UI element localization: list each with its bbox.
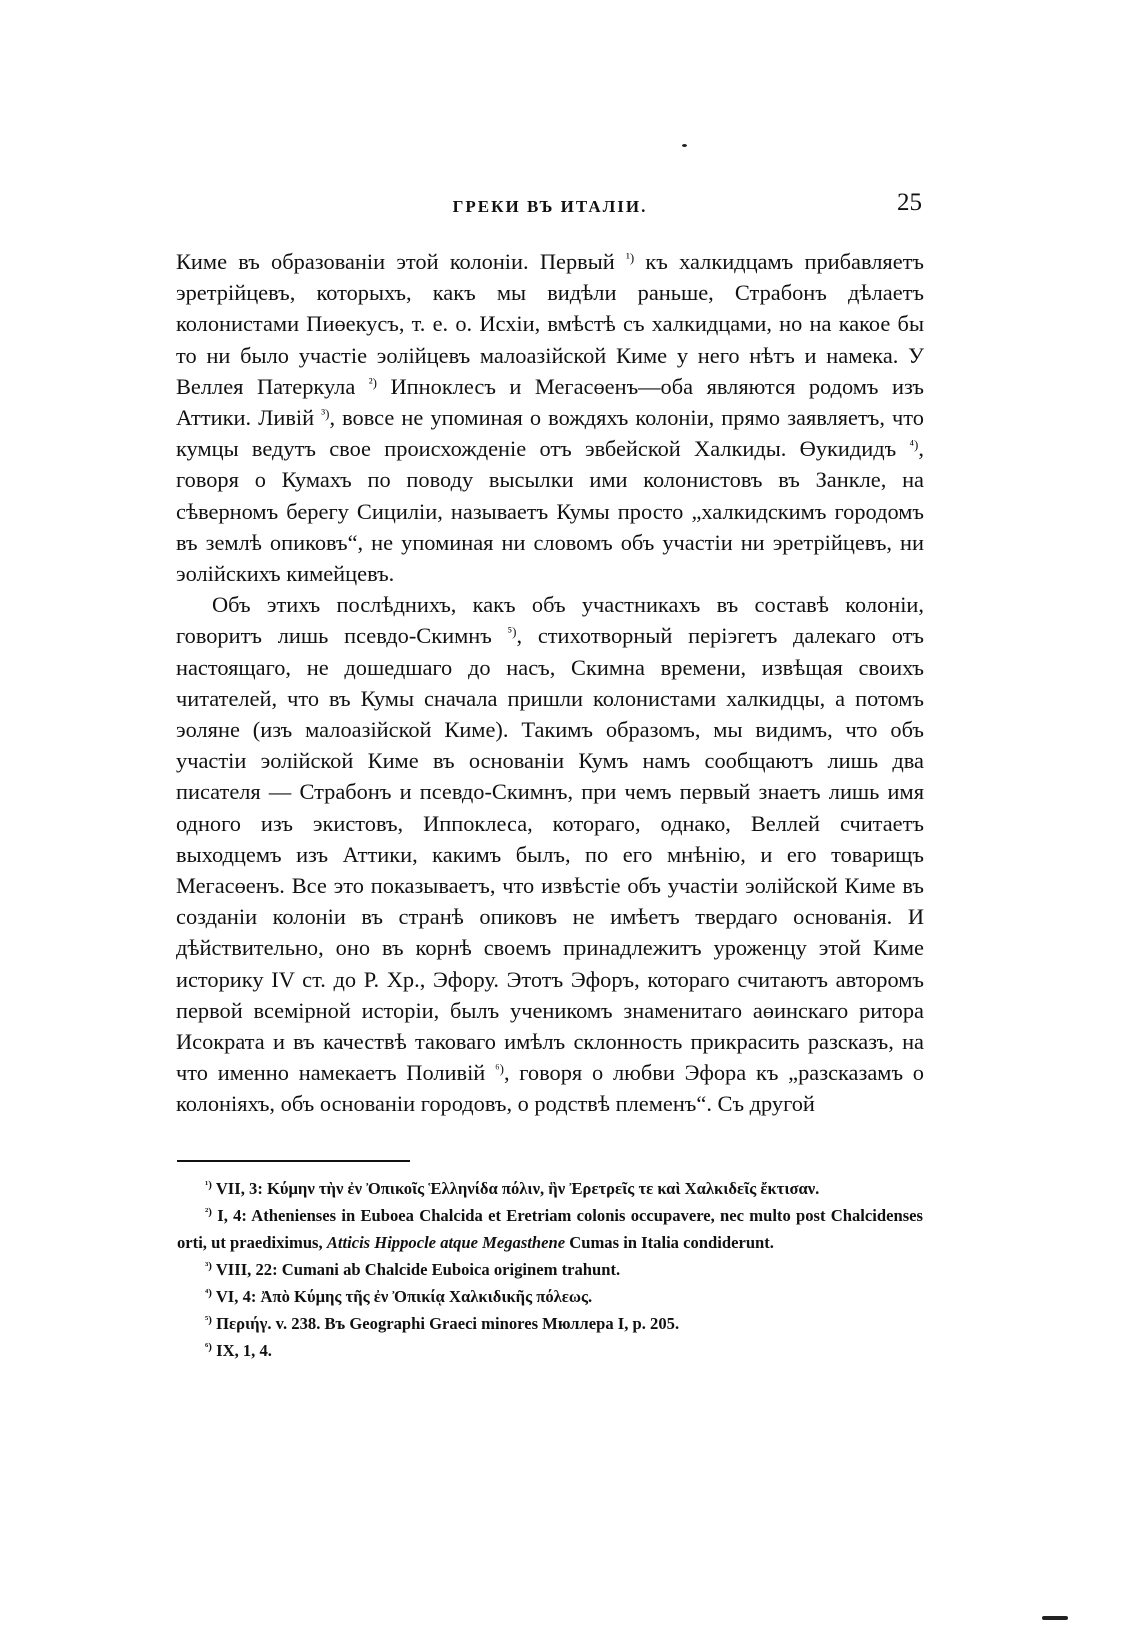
text-run: , говоря о любви Эфора къ „разсказамъ о колоніяхъ, объ основаніи городовъ, о родствѣ племенъ“. Съ другой	[176, 1060, 924, 1117]
footnote-reference: ¹)	[625, 250, 635, 265]
text-run: I, 4: Athenienses in Euboea Chalcida et Eretriam colonis occupavere, nec multo post Chalcidenses orti, ut praediximus,	[177, 1206, 923, 1252]
footnote-number: ⁵)	[205, 1314, 212, 1326]
text-run: Περιήγ. v. 238. Въ Geographi Graeci minores Мюллера I, p. 205.	[216, 1314, 680, 1333]
footnote-reference: ²)	[368, 374, 378, 390]
scan-speck	[1042, 1616, 1068, 1620]
footnote-number: ²)	[205, 1206, 212, 1218]
text-run: Ипноклесъ и Мегасөенъ—оба являются родомъ изъ Аттики. Ливій	[176, 373, 925, 431]
footnote-reference: ⁵)	[507, 624, 517, 640]
paragraph	[176, 246, 924, 589]
footnote-reference: ³)	[321, 406, 330, 422]
text-run: Cumas in Italia condiderunt.	[565, 1233, 774, 1252]
footnote-number: ³)	[205, 1260, 212, 1272]
text-run: VIII, 22: Cumani ab Chalcide Euboica originem trahunt.	[215, 1260, 621, 1279]
running-title: ГРЕКИ ВЪ ИТАЛІИ.	[452, 197, 648, 216]
text-run: Киме въ образованіи этой колоніи. Первый	[176, 249, 626, 274]
text-run: , вовсе не упоминая о вождяхъ колоніи, прямо заявляетъ, что кумцы ведутъ свое происхожденіе отъ эвбейской Халкиды. Өукидидъ	[176, 405, 924, 462]
footnote-number: ¹)	[205, 1179, 212, 1191]
text-run: IX, 1, 4.	[216, 1341, 272, 1360]
page-header	[178, 189, 922, 225]
text-run: Объ этихъ послѣднихъ, какъ объ участникахъ въ составѣ колоніи, говоритъ лишь псевдо-Скимнъ	[176, 592, 924, 649]
main-text	[176, 246, 924, 1120]
footnote-number: ⁶)	[205, 1341, 212, 1353]
italic-text: Atticis Hippocle atque Megasthene	[326, 1233, 566, 1252]
text-run: VII, 3: Κύμην τὴν ἐν Ὀπικοῖς Ἑλληνίδα πόλιν, ἣν Ἐρετρεῖς τε καὶ Χαλκιδεῖς ἔκτισαν.	[215, 1179, 820, 1198]
paragraph	[176, 589, 924, 1119]
footnote	[177, 1175, 923, 1202]
page-number: 25	[897, 189, 922, 216]
footnote-number: ⁴)	[205, 1287, 212, 1299]
footnote	[177, 1202, 923, 1256]
footnote	[177, 1256, 923, 1283]
footnote	[177, 1337, 923, 1364]
footnote-reference: ⁶)	[495, 1061, 504, 1077]
text-run: , говоря о Кумахъ по поводу высылки ими колонистовъ въ Занкле, на сѣверномъ берегу Сициліи, называетъ Кумы просто „халкидскимъ городомъ въ землѣ опиковъ“, не упоминая ни словомъ объ участіи ни эретрійцевъ, ни эолійскихъ кимейцевъ.	[176, 436, 924, 587]
footnote	[177, 1310, 923, 1337]
text-run: VI, 4: Ἀπὸ Κύμης τῆς ἐν Ὀπικίᾳ Χαλκιδικῆς πόλεως.	[215, 1287, 593, 1306]
footnote-reference: ⁴)	[909, 437, 919, 453]
footnote-separator	[177, 1160, 410, 1162]
footnote	[177, 1283, 923, 1310]
footnotes	[177, 1175, 923, 1364]
scan-speck	[682, 144, 687, 147]
text-run: , стихотворный періэгетъ далекаго отъ настоящаго, не дошедшаго до насъ, Скимна времени, извѣщая своихъ читателей, что въ Кумы сначала пришли колонистами халкидцы, а потомъ эоляне (изъ малоазійской Киме). Такимъ образомъ, мы видимъ, что объ участіи эолійской Киме въ основаніи Кумъ намъ сообщаютъ лишь два писателя — Страбонъ и псевдо-Скимнъ, при чемъ первый знаетъ лишь имя одного изъ экистовъ, Иппоклеса, котораго, однако, Веллей считаетъ выходцемъ изъ Аттики, какимъ былъ, по его мнѣнію, и его товарищъ Мегасөенъ. Все это показываетъ, что извѣстіе объ участіи эолійской Киме въ созданіи колоніи въ странѣ опиковъ не имѣетъ твердаго основанія. И дѣйствительно, оно въ корнѣ своемъ принадлежитъ уроженцу этой Киме историку IV ст. до Р. Хр., Эфору. Этотъ Эфоръ, котораго считаютъ авторомъ первой всемірной исторіи, былъ ученикомъ знаменитаго аөинскаго ритора Исократа и въ качествѣ таковаго имѣлъ склонность прикрасить разсказъ, на что именно намекаетъ Поливій	[176, 623, 924, 1086]
text-run: къ халкидцамъ прибавляетъ эретрійцевъ, которыхъ, какъ мы видѣли раньше, Страбонъ дѣлаетъ колонистами Пиөекусъ, т. е. о. Исхіи, вмѣстѣ съ халкидцами, но на какое бы то ни было участіе эолійцевъ малоазійской Киме у него нѣтъ и намека. У Веллея Патеркула	[176, 249, 924, 399]
